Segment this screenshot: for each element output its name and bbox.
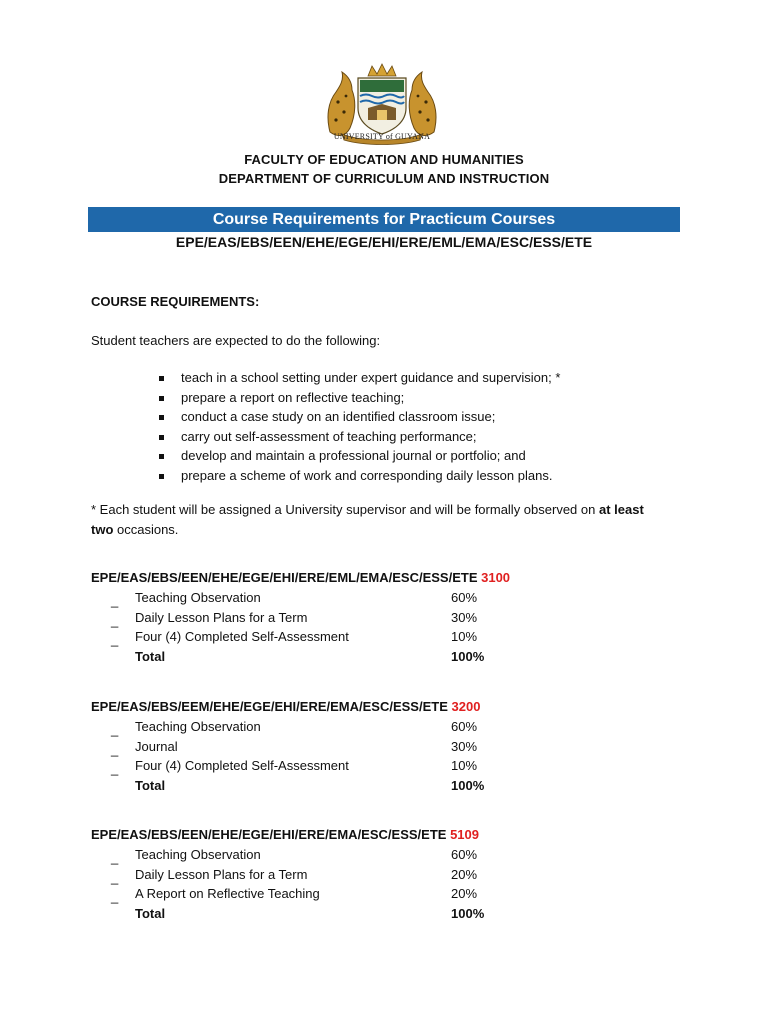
course-title xyxy=(91,697,691,717)
table-row xyxy=(91,737,691,757)
note-text: occasions. xyxy=(113,522,179,537)
table-row xyxy=(91,884,691,904)
course-block-5109 xyxy=(91,825,691,923)
total-percent: 100% xyxy=(451,905,485,921)
row-percent: 10% xyxy=(451,758,478,774)
list-item-text: teach in a school setting under expert guidance and supervision; * xyxy=(181,370,561,385)
row-percent: 10% xyxy=(451,629,478,645)
course-prefix: EPE/EAS/EBS/EEN/EHE/EGE/EHI/ERE/EMA/ESC/ESS/ETE xyxy=(91,827,447,842)
total-row xyxy=(91,904,691,924)
course-number: 3200 xyxy=(451,699,481,714)
list-item xyxy=(156,388,560,408)
total-label: Total xyxy=(135,905,166,921)
row-dash: _ xyxy=(111,761,119,777)
crest-caption: UNIVERSITY of GUYANA xyxy=(333,132,431,141)
list-item-text: prepare a report on reflective teaching; xyxy=(181,389,405,405)
list-item xyxy=(156,446,560,466)
table-row xyxy=(91,865,691,885)
list-item xyxy=(156,368,560,388)
table-row xyxy=(91,756,691,776)
requirements-intro: Student teachers are expected to do the following: xyxy=(91,333,381,348)
total-percent: 100% xyxy=(451,648,485,664)
row-percent: 30% xyxy=(451,609,478,625)
banner-title: Course Requirements for Practicum Courses xyxy=(88,207,680,232)
row-percent: 60% xyxy=(451,847,478,862)
bullet-square-icon xyxy=(159,454,164,459)
list-item-text: prepare a scheme of work and corresponding daily lesson plans. xyxy=(181,467,553,483)
row-dash: _ xyxy=(111,612,119,628)
row-name: Teaching Observation xyxy=(135,847,261,862)
bullet-square-icon xyxy=(159,415,164,420)
course-block-3100 xyxy=(91,568,691,666)
row-name: Daily Lesson Plans for a Term xyxy=(135,866,308,882)
table-row xyxy=(91,845,691,865)
row-name: Four (4) Completed Self-Assessment xyxy=(135,629,349,645)
bullet-square-icon xyxy=(159,396,164,401)
bullet-square-icon xyxy=(159,474,164,479)
department-title: DEPARTMENT OF CURRICULUM AND INSTRUCTION xyxy=(218,171,550,186)
list-item-text: conduct a case study on an identified classroom issue; xyxy=(181,409,496,424)
table-row xyxy=(91,608,691,628)
total-percent: 100% xyxy=(451,777,485,793)
row-percent: 20% xyxy=(451,886,478,902)
total-label: Total xyxy=(135,777,166,793)
row-name: Daily Lesson Plans for a Term xyxy=(135,609,308,625)
list-item xyxy=(156,466,560,486)
row-dash: _ xyxy=(111,741,119,757)
course-title xyxy=(91,568,691,588)
table-row xyxy=(91,627,691,647)
course-number: 3100 xyxy=(481,570,511,585)
row-percent: 60% xyxy=(451,719,478,734)
bullet-square-icon xyxy=(159,435,164,440)
table-row xyxy=(91,588,691,608)
requirements-list xyxy=(156,368,560,485)
row-name: Journal xyxy=(135,738,178,754)
course-codes: EPE/EAS/EBS/EEN/EHE/EGE/EHI/ERE/EML/EMA/ESC/ESS/ETE xyxy=(175,234,593,250)
note-bold: two xyxy=(91,522,114,537)
total-row xyxy=(91,647,691,667)
faculty-title: FACULTY OF EDUCATION AND HUMANITIES xyxy=(244,152,524,167)
list-item xyxy=(156,427,560,447)
total-label: Total xyxy=(135,648,166,664)
row-name: Four (4) Completed Self-Assessment xyxy=(135,758,349,774)
list-item-text: carry out self-assessment of teaching performance; xyxy=(181,428,477,444)
supervisor-note xyxy=(91,500,691,540)
bullet-square-icon xyxy=(159,376,164,381)
note-bold: at least xyxy=(598,502,644,517)
row-dash: _ xyxy=(111,632,119,648)
note-text: * Each student will be assigned a University supervisor and will be formally observed on xyxy=(91,502,599,517)
list-item xyxy=(156,407,560,427)
row-dash: _ xyxy=(111,593,119,608)
table-row xyxy=(91,717,691,737)
row-percent: 30% xyxy=(451,738,478,754)
requirements-heading: COURSE REQUIREMENTS: xyxy=(91,294,260,309)
course-number: 5109 xyxy=(450,827,479,842)
row-dash: _ xyxy=(111,722,119,737)
course-block-3200 xyxy=(91,697,691,795)
total-row xyxy=(91,776,691,796)
course-title xyxy=(91,825,691,845)
row-name: A Report on Reflective Teaching xyxy=(135,886,320,902)
row-percent: 60% xyxy=(451,590,478,605)
row-name: Teaching Observation xyxy=(135,590,261,605)
row-percent: 20% xyxy=(451,866,478,882)
row-dash: _ xyxy=(111,850,119,865)
row-dash: _ xyxy=(111,889,119,905)
list-item-text: develop and maintain a professional journal or portfolio; and xyxy=(181,448,526,463)
course-prefix: EPE/EAS/EBS/EEM/EHE/EGE/EHI/ERE/EMA/ESC/ESS/ETE xyxy=(91,699,448,714)
row-dash: _ xyxy=(111,869,119,885)
row-name: Teaching Observation xyxy=(135,719,261,734)
course-prefix: EPE/EAS/EBS/EEN/EHE/EGE/EHI/ERE/EML/EMA/ESC/ESS/ETE xyxy=(91,570,478,585)
